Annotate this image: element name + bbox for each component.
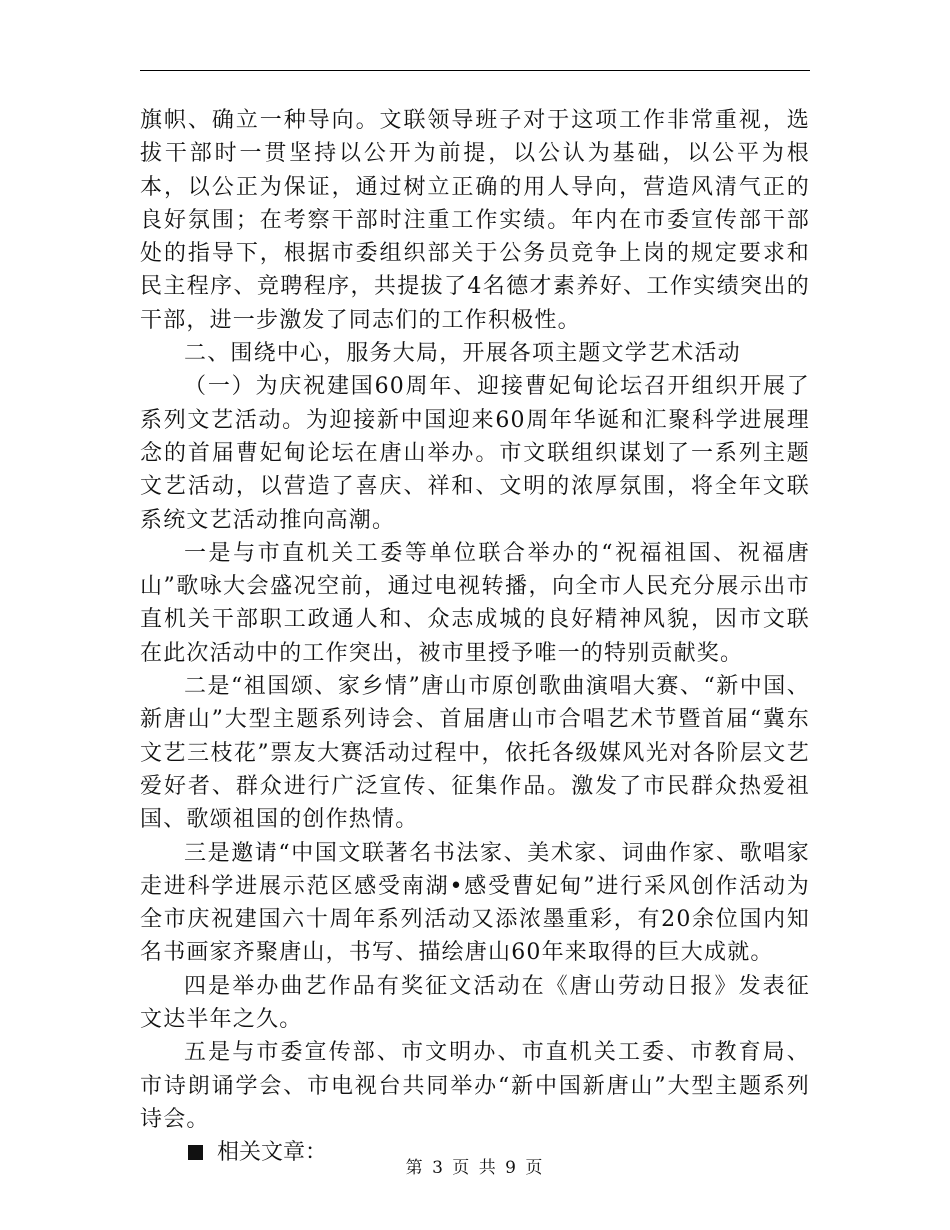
paragraph-item-four: 四是举办曲艺作品有奖征文活动在《唐山劳动日报》发表征文达半年之久。 bbox=[140, 973, 810, 1033]
section-heading: 二、围绕中心，服务大局，开展各项主题文学艺术活动 bbox=[184, 341, 741, 367]
page-number: 第 3 页 共 9 页 bbox=[405, 1158, 545, 1178]
header-rule bbox=[140, 70, 810, 71]
paragraph-subsection-one: （一）为庆祝建国60周年、迎接曹妃甸论坛召开组织开展了系列文艺活动。为迎接新中国迎来60周年华诞和汇聚科学进展理念的首届曹妃甸论坛在唐山举办。市文联组织谋划了一系列主题文艺活动，以营造了喜庆、祥和、文明的浓厚氛围，将全年文联系统文艺活动推向高潮。 bbox=[140, 374, 810, 533]
related-articles-label: 相关文章： bbox=[217, 1140, 328, 1166]
paragraph-item-three: 三是邀请“中国文联著名书法家、美术家、词曲作家、歌唱家走进科学进展示范区感受南湖•感受曹妃甸”进行采风创作活动为全市庆祝建国六十周年系列活动又添浓墨重彩，有20余位国内知名书画家齐聚唐山，书写、描绘唐山60年来取得的巨大成就。 bbox=[140, 840, 810, 966]
paragraph-item-one: 一是与市直机关工委等单位联合举办的“祝福祖国、祝福唐山”歌咏大会盛况空前，通过电视转播，向全市人民充分展示出市直机关干部职工政通人和、众志成城的良好精神风貌，因市文联在此次活动中的工作突出，被市里授予唯一的特别贡献奖。 bbox=[140, 540, 810, 666]
paragraph-item-two: 二是“祖国颂、家乡情”唐山市原创歌曲演唱大赛、“新中国、新唐山”大型主题系列诗会、首届唐山市合唱艺术节暨首届“冀东文艺三枝花”票友大赛活动过程中，依托各级媒风光对各阶层文艺爱好者、群众进行广泛宣传、征集作品。激发了市民群众热爱祖国、歌颂祖国的创作热情。 bbox=[140, 674, 810, 833]
paragraph-continued: 旗帜、确立一种导向。文联领导班子对于这项工作非常重视，选拔干部时一贯坚持以公开为前提，以公认为基础，以公平为根本，以公正为保证，通过树立正确的用人导向，营造风清气正的良好氛围；在考察干部时注重工作实绩。年内在市委宣传部干部处的指导下，根据市委组织部关于公务员竞争上岗的规定要求和民主程序、竞聘程序，共提拔了4名德才素养好、工作实绩突出的干部，进一步激发了同志们的工作积极性。 bbox=[140, 108, 810, 333]
document-body bbox=[140, 104, 810, 1170]
paragraph-item-five: 五是与市委宣传部、市文明办、市直机关工委、市教育局、市诗朗诵学会、市电视台共同举办“新中国新唐山”大型主题系列诗会。 bbox=[140, 1040, 810, 1132]
